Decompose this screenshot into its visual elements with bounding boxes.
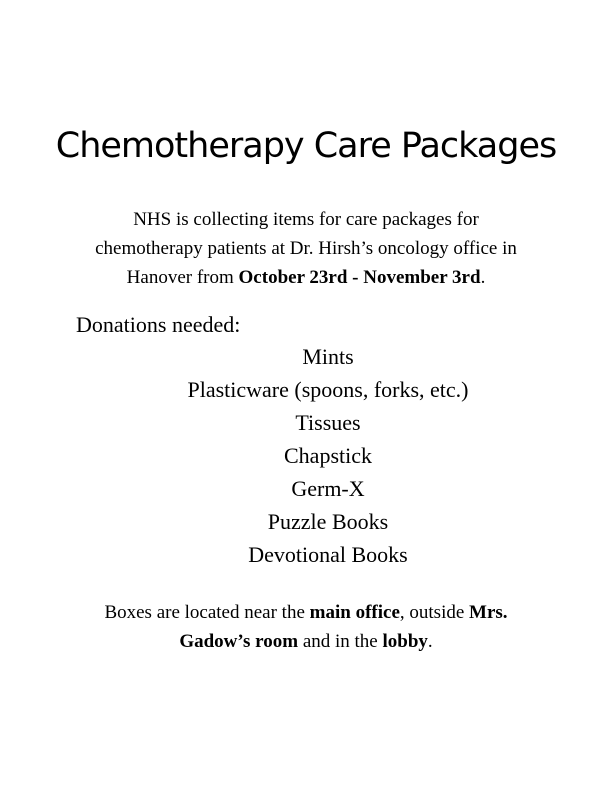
donation-item: Tissues (295, 410, 361, 435)
donation-item: Plasticware (spoons, forks, etc.) (187, 377, 469, 402)
donation-item: Devotional Books (248, 542, 408, 567)
boxes-text-2: , outside (399, 602, 470, 623)
location-lobby: lobby (382, 631, 428, 652)
location-gadow-room: Gadow’s room (179, 631, 299, 652)
donation-item: Puzzle Books (267, 509, 389, 534)
intro-line-1: NHS is collecting items for care packages for (133, 209, 479, 230)
donation-item: Germ-X (291, 476, 365, 501)
boxes-text-4: . (427, 631, 433, 652)
location-mrs: Mrs. (469, 602, 508, 623)
intro-line-3-prefix: Hanover from (126, 267, 239, 288)
intro-paragraph (60, 205, 552, 292)
collection-dates: October 23rd - November 3rd (238, 267, 481, 288)
donation-item: Chapstick (284, 443, 372, 468)
box-locations-paragraph (60, 598, 552, 656)
page-title: Chemotherapy Care Packages (55, 126, 557, 166)
boxes-text-1: Boxes are located near the (104, 602, 310, 623)
intro-line-3-suffix: . (480, 267, 486, 288)
intro-line-2: chemotherapy patients at Dr. Hirsh’s oncology office in (95, 238, 517, 259)
donation-items-list (0, 340, 612, 571)
location-main-office: main office (309, 602, 400, 623)
donation-item: Mints (302, 344, 354, 369)
boxes-text-3: and in the (298, 631, 383, 652)
donations-heading: Donations needed: (76, 312, 241, 337)
